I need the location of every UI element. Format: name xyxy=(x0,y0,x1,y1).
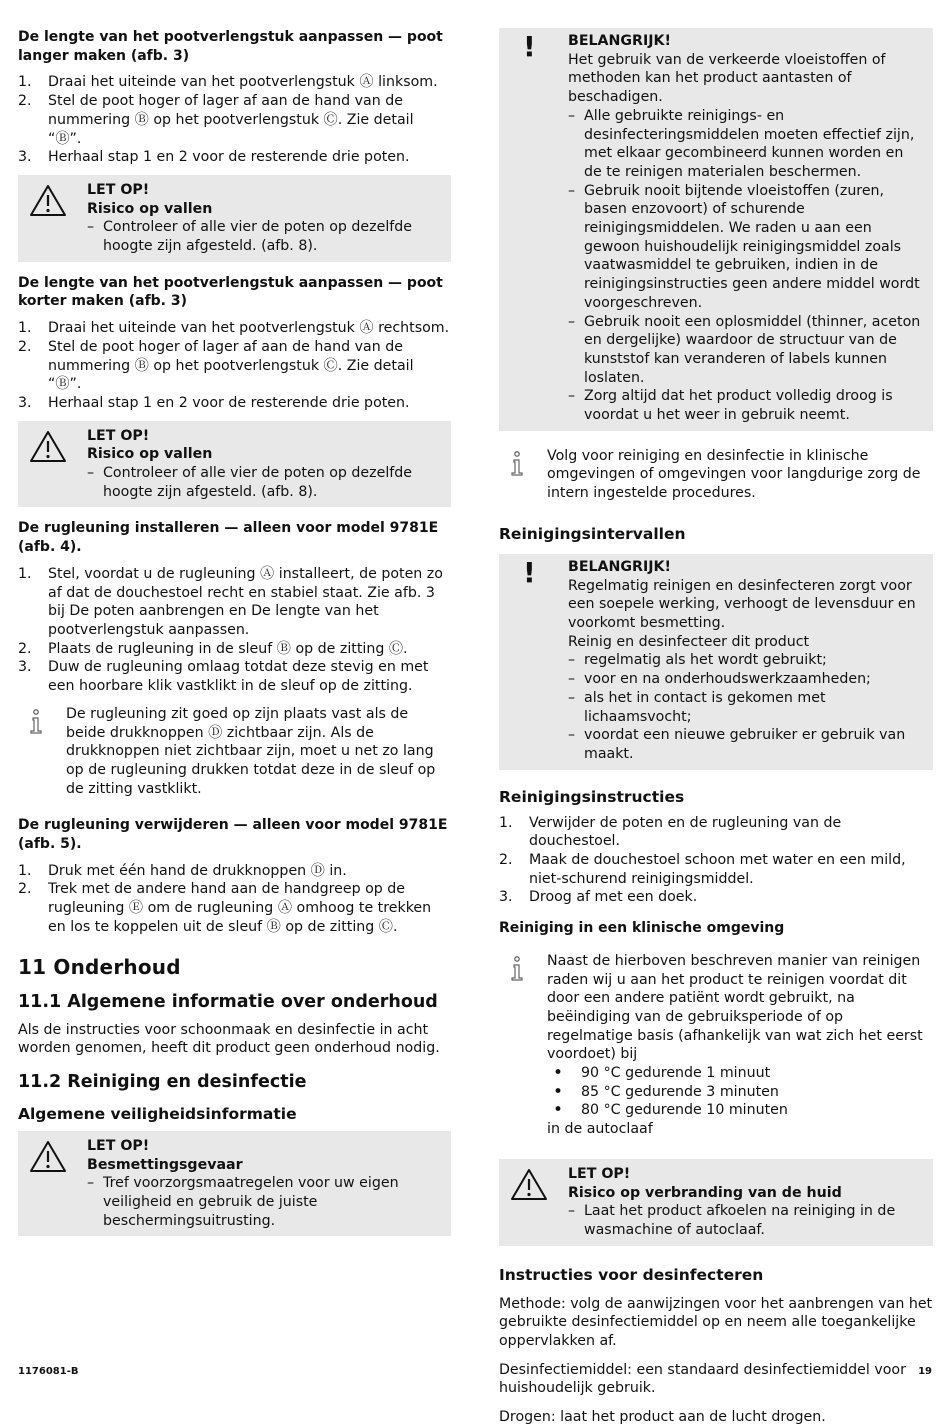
info-text: De rugleuning zit goed op zijn plaats vast als de beide drukknoppen Ⓓ zichtbaar zijn. Als de drukknoppen niet zichtbaar zijn, moet u net zo lang op de rugleuning drukken totdat deze in de sleuf op de zitting vastklikt. xyxy=(66,705,436,797)
caution-item: – Laat het product afkoelen na reiniging in de wasmachine of autoclaaf. xyxy=(568,1202,923,1239)
important-item: – Zorg altijd dat het product volledig droog is voordat u het weer in gebruik neemt. xyxy=(568,387,923,424)
list-item: 3. Herhaal stap 1 en 2 voor de resterende drie poten. xyxy=(18,149,410,166)
info-text: Volg voor reiniging en desinfectie in klinische omgevingen of omgevingen voor langdurige zorg de intern ingestelde procedures. xyxy=(547,447,921,502)
paragraph: Als de instructies voor schoonmaak en desinfectie in acht worden genomen, heeft dit product geen onderhoud nodig. xyxy=(18,1021,440,1057)
list-item: • 90 °C gedurende 1 minuut xyxy=(547,1064,933,1083)
left-column xyxy=(18,28,451,1236)
list-item: 1. Druk met één hand de drukknoppen Ⓓ in. xyxy=(18,862,347,879)
section-title: De lengte van het pootverlengstuk aanpassen — poot korter maken (afb. 3) xyxy=(18,274,443,310)
warning-triangle-icon xyxy=(28,429,68,465)
info-note xyxy=(499,952,933,1139)
exclamation-icon: ! xyxy=(523,30,536,63)
caution-subtitle: Risico op verbranding van de huid xyxy=(568,1184,842,1201)
list-item: 1. Draai het uiteinde van het pootverlengstuk Ⓐ linksom. xyxy=(18,74,438,91)
step-list xyxy=(18,319,451,413)
list-item: 3. Duw de rugleuning omlaag totdat deze stevig en met een hoorbare klik vastklikt in de sleuf op de zitting. xyxy=(18,659,429,695)
info-icon xyxy=(509,451,525,477)
caution-title: LET OP! xyxy=(87,1137,150,1154)
caution-item: – Tref voorzorgsmaatregelen voor uw eigen veiligheid en gebruik de juiste beschermingsuitrusting. xyxy=(87,1174,441,1230)
info-icon xyxy=(509,956,525,982)
exclamation-icon: ! xyxy=(523,555,536,589)
section-heading: 11.2 Reiniging en desinfectie xyxy=(18,1071,307,1092)
list-item: 3. Droog af met een doek. xyxy=(499,889,698,906)
section-title: De rugleuning installeren — alleen voor model 9781E (afb. 4). xyxy=(18,520,439,556)
warning-triangle-icon xyxy=(509,1167,549,1203)
info-note xyxy=(499,447,933,503)
warning-triangle-icon xyxy=(28,183,68,219)
important-text: Het gebruik van de verkeerde vloeistoffen of methoden kan het product aantasten of beschadigen. xyxy=(568,51,886,106)
step-list xyxy=(499,814,933,908)
important-text: Regelmatig reinigen en desinfecteren zorgt voor een soepele werking, verhoogt de levensduur en voorkomt besmetting. xyxy=(568,577,916,631)
section-title: Reiniging in een klinische omgeving xyxy=(499,920,785,937)
step-list xyxy=(18,862,451,937)
important-item: – als het in contact is gekomen met lichaamsvocht; xyxy=(568,689,923,726)
important-box xyxy=(499,28,933,431)
important-item: – Gebruik nooit bijtende vloeistoffen (zuren, basen enzovoort) of schurende reinigingsmiddelen. We raden u aan een gewoon huishoudelijk reinigingsmiddel zoals vaatwasmiddel te gebruiken, indien in de reinigingsinstructies geen andere middel wordt voorgeschreven. xyxy=(568,182,923,313)
list-item: 2. Maak de douchestoel schoon met water en een mild, niet-schurend reinigingsmiddel. xyxy=(499,852,906,887)
important-item: – regelmatig als het wordt gebruikt; xyxy=(568,651,923,670)
important-title: BELANGRIJK! xyxy=(568,33,671,49)
caution-title: LET OP! xyxy=(87,181,150,198)
list-item: 3. Herhaal stap 1 en 2 voor de resterende drie poten. xyxy=(18,394,410,411)
list-item: 1. Draai het uiteinde van het pootverlengstuk Ⓐ rechtsom. xyxy=(18,320,450,337)
list-item: 2. Stel de poot hoger of lager af aan de hand van de nummering Ⓑ op het pootverlengstuk Ⓒ. Zie detail “Ⓑ”. xyxy=(18,93,414,147)
list-item: • 80 °C gedurende 10 minuten xyxy=(547,1101,933,1120)
list-item: 1. Stel, voordat u de rugleuning Ⓐ installeert, de poten zo af dat de douchestoel recht en stabiel staat. Zie afb. 3 bij De poten aanbrengen en De lengte van het pootverlengstuk aanpassen. xyxy=(18,565,443,638)
important-text: Reinig en desinfecteer dit product xyxy=(568,633,810,650)
caution-box xyxy=(18,175,451,262)
chapter-heading: 11 Onderhoud xyxy=(18,954,181,979)
caution-title: LET OP! xyxy=(87,427,150,444)
subsection-heading: Reinigingsintervallen xyxy=(499,524,686,543)
list-item: 2. Stel de poot hoger of lager af aan de hand van de nummering Ⓑ op het pootverlengstuk Ⓒ. Zie detail “Ⓑ”. xyxy=(18,338,414,393)
info-icon xyxy=(28,709,44,735)
important-item: – voordat een nieuwe gebruiker er gebruik van maakt. xyxy=(568,726,923,763)
important-item: – Gebruik nooit een oplosmiddel (thinner, aceton en dergelijke) waardoor de structuur van de kunststof kan veranderen of labels kunnen loslaten. xyxy=(568,313,923,388)
section-heading: 11.1 Algemene informatie over onderhoud xyxy=(18,991,438,1012)
subsection-heading: Reinigingsinstructies xyxy=(499,787,685,806)
important-item: – Alle gebruikte reinigings- en desinfecteringsmiddelen moeten effectief zijn, met elkaar gecombineerd kunnen worden en de te reinigen materialen beschermen. xyxy=(568,107,923,182)
list-item: • 85 °C gedurende 3 minuten xyxy=(547,1083,933,1102)
info-text: in de autoclaaf xyxy=(547,1121,653,1138)
subsection-heading: Instructies voor desinfecteren xyxy=(499,1265,764,1284)
important-item: – voor en na onderhoudswerkzaamheden; xyxy=(568,670,923,689)
caution-item: – Controleer of alle vier de poten op dezelfde hoogte zijn afgesteld. (afb. 8). xyxy=(87,218,441,255)
document-number: 1176081-B xyxy=(18,1366,79,1377)
paragraph: Desinfectiemiddel: een standaard desinfectiemiddel voor huishoudelijk gebruik. xyxy=(499,1361,906,1397)
subsection-heading: Algemene veiligheidsinformatie xyxy=(18,1104,297,1123)
caution-subtitle: Besmettingsgevaar xyxy=(87,1156,243,1173)
section-title: De lengte van het pootverlengstuk aanpassen — poot langer maken (afb. 3) xyxy=(18,29,443,64)
paragraph: Methode: volg de aanwijzingen voor het aanbrengen van het gebruikte desinfectiemiddel op en neem alle toegankelijke oppervlakken af. xyxy=(499,1295,933,1350)
temperature-list xyxy=(547,1064,933,1120)
right-column xyxy=(499,28,933,1427)
list-item: 1. Verwijder de poten en de rugleuning van de douchestoel. xyxy=(499,814,842,850)
caution-title: LET OP! xyxy=(568,1165,631,1182)
warning-triangle-icon xyxy=(28,1139,68,1175)
caution-box xyxy=(18,1131,451,1237)
caution-item: – Controleer of alle vier de poten op dezelfde hoogte zijn afgesteld. (afb. 8). xyxy=(87,464,441,501)
caution-box xyxy=(499,1159,933,1246)
step-list xyxy=(18,73,451,167)
section-title: De rugleuning verwijderen — alleen voor model 9781E (afb. 5). xyxy=(18,817,448,853)
caution-subtitle: Risico op vallen xyxy=(87,446,213,463)
info-text: Naast de hierboven beschreven manier van reinigen raden wij u aan het product te reinigen voordat dit door een andere patiënt wordt gebruikt, na beëindiging van de gebruiksperiode of op regelmatige basis (afhankelijk van wat zich het eerst voordoet) bij xyxy=(547,952,923,1063)
page-number: 19 xyxy=(918,1366,932,1377)
caution-box xyxy=(18,421,451,508)
info-note xyxy=(18,705,451,799)
list-item: 2. Plaats de rugleuning in de sleuf Ⓑ op de zitting Ⓒ. xyxy=(18,640,408,657)
paragraph: Drogen: laat het product aan de lucht drogen. xyxy=(499,1409,826,1426)
important-title: BELANGRIJK! xyxy=(568,558,671,575)
caution-subtitle: Risico op vallen xyxy=(87,200,213,217)
step-list xyxy=(18,565,451,696)
important-box xyxy=(499,554,933,770)
list-item: 2. Trek met de andere hand aan de handgreep op de rugleuning Ⓔ om de rugleuning Ⓐ omhoog te trekken en los te koppelen uit de sleuf Ⓑ op de zitting Ⓒ. xyxy=(18,881,432,935)
